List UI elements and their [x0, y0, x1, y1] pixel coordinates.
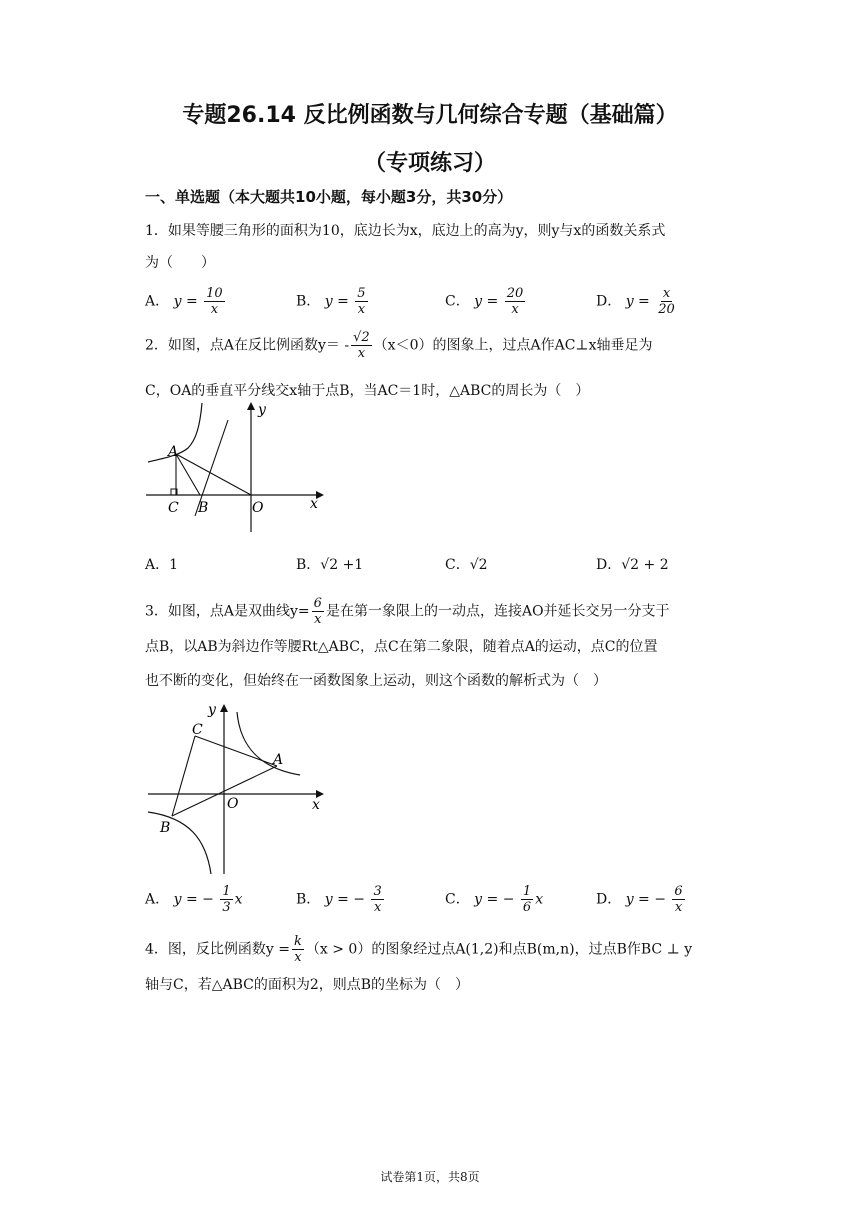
fraction: $\frac{6}{x}$ — [313, 596, 322, 627]
q1-option-a[interactable] — [145, 286, 227, 317]
q3-option-b[interactable] — [296, 884, 386, 915]
option-label: C． — [445, 557, 470, 573]
page-footer: 试卷第1页，共8页 — [380, 1170, 480, 1184]
fraction: $\frac{6}{x}$ — [674, 884, 683, 915]
option-text: √2 — [469, 557, 488, 573]
page-subtitle: （专项练习） — [363, 151, 496, 176]
option-lhs: y = − — [324, 891, 366, 908]
q1-line1: 1．如果等腰三角形的面积为10，底边长为x，底边上的高为y，则y与x的函数关系式 — [145, 223, 666, 239]
fraction: $\frac{k}{x}$ — [294, 934, 302, 965]
option-label: D． — [596, 557, 622, 573]
segment-ca — [195, 736, 277, 766]
label-a: A — [168, 444, 179, 460]
label-b: B — [160, 820, 171, 836]
option-lhs: y = — [474, 293, 499, 310]
hyperbola-branch-third — [148, 812, 211, 874]
q3-line1: 3．如图，点A是双曲线y= $\frac{6}{x}$ 是在第一象限上的一动点，连接AO并延长交另一分支于 — [145, 596, 670, 627]
fraction: $\frac{x}{20}$ — [658, 286, 675, 317]
q4-line1: 4．图，反比例函数y = $\frac{k}{x}$ （x > 0）的图象经过点A(1,2)和点B(m,n)，过点B作BC ⊥ y — [145, 934, 693, 965]
option-label: C． — [445, 891, 470, 908]
q2-line2: C，OA的垂直平分线交x轴于点B，当AC＝1时，△ABC的周长为（ ） — [145, 383, 590, 399]
fraction: $\frac{10}{x}$ — [206, 286, 223, 317]
option-lhs: y = — [625, 293, 650, 310]
section-heading: 一、单选题（本大题共10小题，每小题3分，共30分） — [145, 188, 513, 206]
y-axis-arrow — [247, 402, 255, 410]
option-lhs: y = − — [474, 891, 515, 908]
label-o: O — [227, 796, 239, 812]
option-text: √2 + 2 — [621, 557, 669, 573]
fraction: $\frac{3}{x}$ — [373, 884, 382, 915]
q1-option-d[interactable] — [596, 286, 679, 317]
q2-option-b[interactable] — [296, 554, 363, 574]
fraction: $\frac{1}{6}$ — [522, 884, 532, 915]
label-y: y — [208, 702, 216, 718]
fraction: $\frac{√2}{x}$ — [353, 330, 370, 361]
label-c: C — [168, 500, 179, 516]
q1-option-b[interactable] — [296, 286, 370, 317]
q2-option-d[interactable] — [596, 554, 669, 574]
q1-option-c[interactable] — [445, 286, 527, 317]
option-label: D． — [596, 891, 622, 908]
q2-line1: 2．如图，点A在反比例函数y＝ - $\frac{√2}{x}$ （x＜0）的图象上，过点A作AC⊥x轴垂足为 — [145, 330, 653, 361]
option-label: A． — [145, 891, 170, 908]
segment-cb — [172, 736, 195, 816]
option-label: A． — [145, 557, 170, 573]
label-y: y — [258, 402, 266, 418]
option-lhs: y = − — [625, 891, 666, 908]
q3-option-d[interactable] — [596, 884, 687, 915]
q2-option-c[interactable] — [445, 554, 488, 574]
option-label: C． — [445, 293, 470, 310]
option-label: A． — [145, 293, 170, 310]
label-x: x — [310, 496, 318, 512]
hyperbola-branch-first — [237, 712, 300, 775]
option-lhs: y = — [173, 293, 198, 310]
option-lhs: y = — [324, 293, 349, 310]
option-lhs: y = − — [173, 891, 214, 908]
segment-ao — [176, 454, 251, 495]
option-text: √2 +1 — [320, 557, 364, 573]
q2-figure — [140, 398, 330, 538]
option-label: B． — [296, 293, 321, 310]
fraction: $\frac{20}{x}$ — [506, 286, 524, 317]
page-title: 专题26.14 反比例函数与几何综合专题（基础篇） — [182, 103, 678, 128]
option-text: 1 — [169, 557, 179, 573]
label-x: x — [312, 797, 320, 813]
q4-line2: 轴与C，若△ABC的面积为2，则点B的坐标为（ ） — [145, 977, 470, 993]
q3-line3: 也不断的变化，但始终在一函数图象上运动，则这个函数的解析式为（ ） — [145, 673, 607, 689]
q3-option-a[interactable]: A． y = − $\frac{1}{3}$ x — [145, 884, 243, 915]
q3-figure — [140, 700, 340, 880]
label-o: O — [252, 500, 264, 516]
fraction: $\frac{1}{3}$ — [222, 884, 231, 915]
option-label: B． — [296, 891, 321, 908]
label-b: B — [198, 500, 209, 516]
q2-option-a[interactable] — [145, 554, 178, 574]
q1-line2: 为（ ） — [145, 255, 215, 271]
label-a: A — [273, 752, 284, 768]
fraction: $\frac{5}{x}$ — [357, 286, 366, 317]
option-label: B． — [296, 557, 321, 573]
label-c: C — [192, 722, 203, 738]
y-axis-arrow — [220, 704, 228, 712]
q3-line2: 点B，以AB为斜边作等腰Rt△ABC，点C在第二象限，随着点A的运动，点C的位置 — [145, 639, 658, 655]
q3-option-c[interactable]: C． y = − $\frac{1}{6}$ x — [445, 884, 544, 915]
option-label: D． — [596, 293, 622, 310]
